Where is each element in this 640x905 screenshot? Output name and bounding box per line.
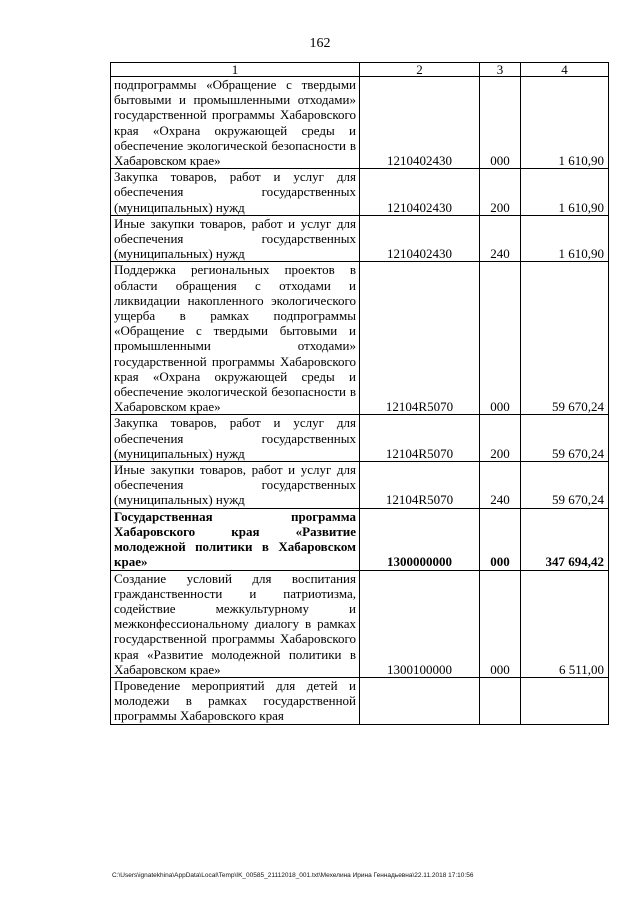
table-row	[111, 570, 609, 677]
row-code: 1210402430	[360, 215, 480, 262]
row-amount: 59 670,24	[521, 415, 609, 462]
row-amount: 6 511,00	[521, 570, 609, 677]
row-vr: 000	[480, 570, 521, 677]
row-amount: 59 670,24	[521, 462, 609, 509]
row-name: Закупка товаров, работ и услуг для обеспечения государственных (муниципальных) нужд	[111, 169, 360, 216]
row-code: 12104R5070	[360, 415, 480, 462]
table-row	[111, 462, 609, 509]
row-code	[360, 677, 480, 724]
table-row	[111, 215, 609, 262]
row-amount: 1 610,90	[521, 77, 609, 169]
row-vr: 000	[480, 508, 521, 570]
row-code: 12104R5070	[360, 262, 480, 415]
header-col-1: 1	[111, 63, 360, 77]
table-header-row	[111, 63, 609, 77]
row-amount: 347 694,42	[521, 508, 609, 570]
row-vr: 200	[480, 415, 521, 462]
row-name: Поддержка региональных проектов в области обращения с отходами и ликвидации накопленного экологического ущерба в рамках подпрограммы «Обращение с твердыми бытовыми и промышленными отходами» государственной программы Хабаровского края «Охрана окружающей среды и обеспечение экологической безопасности в Хабаровском крае»	[111, 262, 360, 415]
row-code: 1300100000	[360, 570, 480, 677]
table-row	[111, 169, 609, 216]
header-col-2: 2	[360, 63, 480, 77]
table-row	[111, 677, 609, 724]
header-col-4: 4	[521, 63, 609, 77]
row-vr: 240	[480, 215, 521, 262]
row-code: 1300000000	[360, 508, 480, 570]
budget-table	[110, 62, 609, 725]
row-code: 12104R5070	[360, 462, 480, 509]
table-row	[111, 77, 609, 169]
header-col-3: 3	[480, 63, 521, 77]
row-name: Создание условий для воспитания гражданственности и патриотизма, содействие межкультурному и межконфессиональному диалогу в рамках государственной программы Хабаровского края «Развитие молодежной политики в Хабаровском крае»	[111, 570, 360, 677]
file-path-footer: C:\Users\ignatekhina\AppData\Local\Temp\IK_00585_21112018_001.txt\Мехелина Ирина Геннадьевна\22.11.2018 17:10:56	[112, 872, 474, 879]
row-name: Иные закупки товаров, работ и услуг для обеспечения государственных (муниципальных) нужд	[111, 462, 360, 509]
row-vr: 240	[480, 462, 521, 509]
row-vr: 200	[480, 169, 521, 216]
row-name: Проведение мероприятий для детей и молодежи в рамках государственной программы Хабаровского края	[111, 677, 360, 724]
row-name: Государственная программа Хабаровского края «Развитие молодежной политики в Хабаровском крае»	[111, 508, 360, 570]
row-code: 1210402430	[360, 77, 480, 169]
table-row	[111, 262, 609, 415]
row-name: Иные закупки товаров, работ и услуг для обеспечения государственных (муниципальных) нужд	[111, 215, 360, 262]
page-number: 162	[309, 36, 331, 51]
row-vr: 000	[480, 262, 521, 415]
row-amount: 1 610,90	[521, 169, 609, 216]
row-code: 1210402430	[360, 169, 480, 216]
table-row	[111, 415, 609, 462]
table-row	[111, 508, 609, 570]
row-vr	[480, 677, 521, 724]
row-name: Закупка товаров, работ и услуг для обеспечения государственных (муниципальных) нужд	[111, 415, 360, 462]
row-amount: 1 610,90	[521, 215, 609, 262]
row-amount: 59 670,24	[521, 262, 609, 415]
row-name: подпрограммы «Обращение с твердыми бытовыми и промышленными отходами» государственной программы Хабаровского края «Охрана окружающей среды и обеспечение экологической безопасности в Хабаровском крае»	[111, 77, 360, 169]
row-vr: 000	[480, 77, 521, 169]
row-amount	[521, 677, 609, 724]
